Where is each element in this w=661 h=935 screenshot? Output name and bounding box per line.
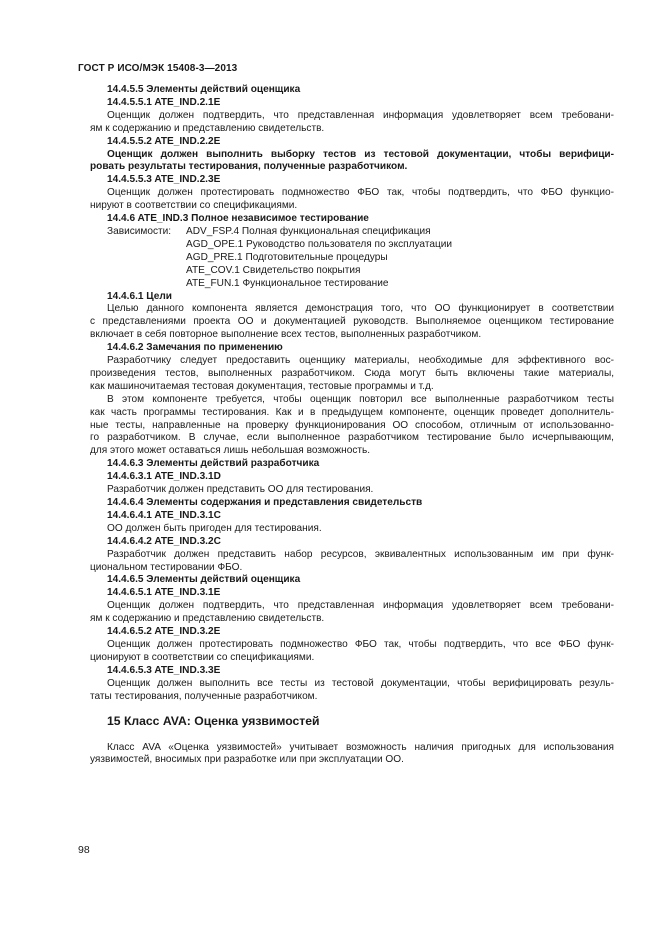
text-line: 14.4.6.5.2 ATE_IND.3.2E <box>107 626 221 638</box>
text-line: включает в себя повторное выполнение всех тестов, выполненных разработчиком. <box>90 329 482 341</box>
text-line: нируют в соответствии со спецификациями. <box>90 200 298 212</box>
text-block-ate-ind-2 <box>90 84 614 226</box>
text-line: Разработчик должен представить ОО для тестирования. <box>107 484 374 496</box>
text-line: Целью данного компонента является демонстрация того, что ОО функционирует в соответствии <box>107 303 614 315</box>
text-line: 14.4.6.2 Замечания по применению <box>107 342 283 354</box>
text-line: Оценщик должен выполнить все тесты из тестовой документации, чтобы верифицировать резуль- <box>107 677 614 689</box>
text-line: ОО должен быть пригоден для тестирования. <box>107 522 322 534</box>
text-line: Разработчику следует предоставить оценщику материалы, необходимые для эффективного вос- <box>107 355 614 367</box>
text-line: ные тесты, направленные на проверку функционирования ОО способом, отличным от использованно- <box>90 419 614 431</box>
text-line: Разработчик должен представить набор ресурсов, эквивалентных использованным им при функ- <box>107 548 614 560</box>
text-line: Оценщик должен подтвердить, что представленная информация удовлетворяет всем требовани- <box>107 600 614 612</box>
text-line: 14.4.6 ATE_IND.3 Полное независимое тестирование <box>107 213 369 225</box>
dependencies-label: Зависимости: <box>107 225 172 237</box>
text-line: Оценщик должен выполнить выборку тестов из тестовой документации, чтобы верифици- <box>107 148 614 160</box>
dependency-item: AGD_PRE.1 Подготовительные процедуры <box>186 251 388 263</box>
text-line: 14.4.6.4 Элементы содержания и представления свидетельств <box>107 497 423 508</box>
dependencies-block <box>90 226 614 291</box>
text-line: 14.4.6.3 Элементы действий разработчика <box>107 458 320 470</box>
text-line: ям к содержанию и представлению свидетельств. <box>90 613 325 625</box>
dependency-item: ATE_FUN.1 Функциональное тестирование <box>186 277 389 289</box>
text-line: 14.4.5.5 Элементы действий оценщика <box>107 84 301 95</box>
text-line: с представлениями проекта ОО и документацией руководств. Выполняемое оценщиком тестирование <box>90 316 614 328</box>
text-block-ate-ind-3 <box>90 291 614 704</box>
page-number: 98 <box>78 844 90 856</box>
text-line: Класс AVA «Оценка уязвимостей» учитывает возможность наличия пригодных для использования <box>107 741 614 753</box>
text-line: для этого может оставаться лишь небольшая возможность. <box>90 445 371 457</box>
text-line: 14.4.6.3.1 ATE_IND.3.1D <box>107 471 221 483</box>
text-line: 14.4.6.5.3 ATE_IND.3.3E <box>107 664 221 676</box>
text-line: таты тестирования, полученные разработчиком. <box>90 690 318 702</box>
text-line: В этом компоненте требуется, чтобы оценщик повторил все выполненные разработчиком тесты <box>107 393 614 405</box>
text-line: 14.4.6.5.1 ATE_IND.3.1E <box>107 587 221 599</box>
text-line: уязвимостей, вносимых при разработке или при эксплуатации ОО. <box>90 754 404 766</box>
text-line: 14.4.5.5.2 ATE_IND.2.2E <box>107 135 221 147</box>
text-line: ровать результаты тестирования, полученные разработчиком. <box>90 161 408 173</box>
text-line: циональном тестировании ФБО. <box>90 561 243 573</box>
text-line: Оценщик должен протестировать подмножество ФБО так, чтобы подтвердить, что все ФБО функ- <box>107 638 614 650</box>
dependency-item: ADV_FSP.4 Полная функциональная спецификация <box>186 225 431 237</box>
text-line: как часть программы тестирования. Как и в предыдущем компоненте, оценщик проведет дополнитель- <box>90 406 614 418</box>
dependency-item: AGD_OPE.1 Руководство пользователя по эксплуатации <box>186 238 453 250</box>
text-line: ям к содержанию и представлению свидетельств. <box>90 122 325 134</box>
text-line: 14.4.5.5.1 ATE_IND.2.1E <box>107 96 221 108</box>
text-line: 14.4.6.1 Цели <box>107 290 173 302</box>
dependency-item: ATE_COV.1 Свидетельство покрытия <box>186 264 361 276</box>
document-header: ГОСТ Р ИСО/МЭК 15408-3—2013 <box>78 63 238 74</box>
text-line: 14.4.5.5.3 ATE_IND.2.3E <box>107 174 221 186</box>
text-line: го разработчиком. В случае, если выполненное разработчиком тестирование было исчерпывающим, <box>90 432 614 444</box>
text-line: Оценщик должен подтвердить, что представленная информация удовлетворяет всем требовани- <box>107 109 614 121</box>
page-content <box>90 84 614 767</box>
text-line: 14.4.6.4.2 ATE_IND.3.2C <box>107 535 221 547</box>
text-line: 14.4.6.5 Элементы действий оценщика <box>107 574 301 586</box>
section-heading: 15 Класс AVA: Оценка уязвимостей <box>107 713 320 728</box>
text-line: 14.4.6.4.1 ATE_IND.3.1C <box>107 509 221 521</box>
text-line: Оценщик должен протестировать подмножество ФБО так, чтобы подтвердить, что ФБО функцио- <box>107 187 614 199</box>
text-line: как машиночитаемая тестовая документация, тестовые программы и т.д. <box>90 380 434 392</box>
text-block-ava <box>90 742 614 768</box>
text-line: ционируют в соответствии со спецификациями. <box>90 651 315 663</box>
text-line: произведения тестов, выполненных разработчиком. Сюда могут быть включены такие материалы, <box>90 367 614 379</box>
